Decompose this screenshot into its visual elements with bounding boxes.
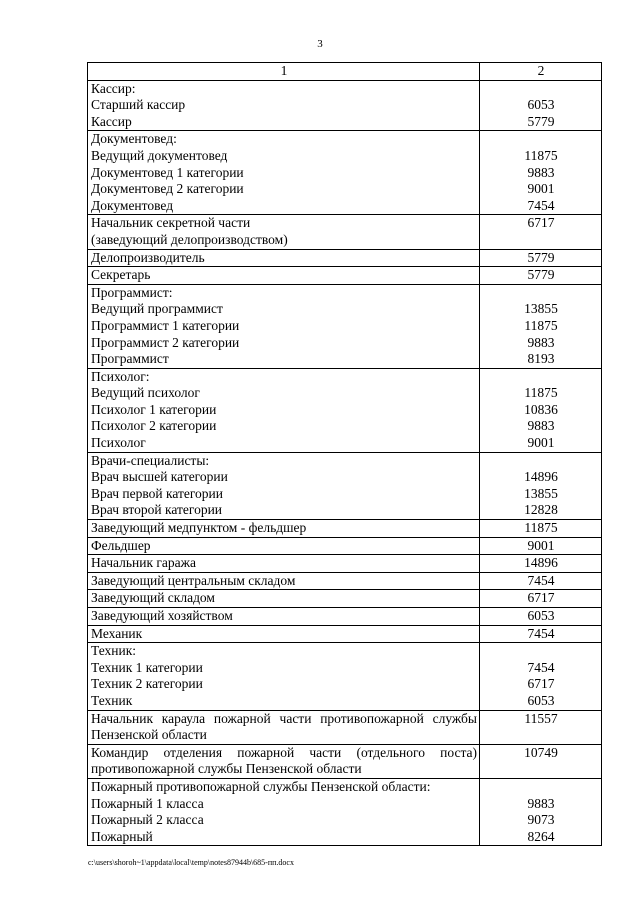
salary-value: 13855 bbox=[524, 301, 558, 317]
position-title: Пожарный 2 класса bbox=[91, 812, 204, 828]
position-title: Заведующий складом bbox=[91, 590, 215, 606]
position-title-cell bbox=[88, 452, 480, 519]
salary-value-cell bbox=[480, 267, 602, 285]
salary-value: 13855 bbox=[524, 485, 558, 501]
position-title: Техник: bbox=[91, 643, 137, 659]
salary-value: 8193 bbox=[527, 351, 555, 367]
page-number: 3 bbox=[317, 38, 323, 50]
salary-value-cell bbox=[480, 80, 602, 131]
salary-value: 9001 bbox=[527, 181, 555, 197]
salary-value-cell bbox=[480, 643, 602, 710]
position-title: Техник bbox=[91, 692, 133, 708]
position-title: Начальник секретной части bbox=[91, 215, 251, 231]
position-title: Делопроизводитель bbox=[91, 249, 205, 265]
position-title: Психолог: bbox=[91, 368, 150, 384]
position-title: Кассир: bbox=[91, 80, 136, 96]
table-row bbox=[88, 368, 602, 452]
salary-value-cell bbox=[480, 744, 602, 778]
position-title: Заведующий центральным складом bbox=[91, 572, 296, 588]
salary-value: 5779 bbox=[527, 113, 555, 129]
table-row bbox=[88, 131, 602, 215]
file-path-footer: c:\users\shoroh~1\appdata\local\temp\notes87944b\685-пп.docx bbox=[88, 858, 294, 867]
position-title: Ведущий документовед bbox=[91, 147, 228, 163]
position-title: Фельдшер bbox=[91, 537, 151, 553]
position-title: Пожарный 1 класса bbox=[91, 795, 204, 811]
position-title-cell bbox=[88, 778, 480, 845]
salary-value-cell bbox=[480, 710, 602, 744]
column-header-2: 2 bbox=[480, 63, 602, 81]
salary-value: 7454 bbox=[527, 625, 555, 641]
position-title: Кассир bbox=[91, 113, 132, 129]
salary-value-cell bbox=[480, 131, 602, 215]
position-title: Техник 2 категории bbox=[91, 676, 203, 692]
salary-value: 10836 bbox=[524, 401, 558, 417]
salary-value: 9001 bbox=[527, 537, 555, 553]
position-title: Пожарный противопожарной службы Пензенской области: bbox=[91, 778, 431, 794]
position-title: (заведующий делопроизводством) bbox=[91, 231, 288, 247]
salary-value bbox=[483, 369, 599, 386]
position-title-cell bbox=[88, 131, 480, 215]
salary-value: 9883 bbox=[527, 334, 555, 350]
position-title-cell bbox=[88, 590, 480, 608]
position-title-cell bbox=[88, 572, 480, 590]
position-title: Начальник караула пожарной части противопожарной службы Пензенской области bbox=[91, 710, 477, 743]
position-title: Психолог 2 категории bbox=[91, 418, 217, 434]
position-title: Старший кассир bbox=[91, 97, 186, 113]
salary-value: 7454 bbox=[527, 197, 555, 213]
salary-value: 9883 bbox=[527, 164, 555, 180]
salary-value: 7454 bbox=[527, 659, 555, 675]
salary-value bbox=[483, 285, 599, 302]
salary-value: 6717 bbox=[527, 590, 555, 606]
position-title-cell bbox=[88, 608, 480, 626]
salary-value: 10749 bbox=[524, 744, 558, 760]
salary-value: 6053 bbox=[527, 692, 555, 708]
position-title-cell bbox=[88, 520, 480, 538]
position-title-cell bbox=[88, 710, 480, 744]
salary-value: 12828 bbox=[524, 502, 558, 518]
salary-value: 11557 bbox=[524, 710, 558, 726]
salary-value: 11875 bbox=[524, 385, 558, 401]
position-title: Документовед 2 категории bbox=[91, 181, 244, 197]
salary-value-cell bbox=[480, 284, 602, 368]
table-row bbox=[88, 537, 602, 555]
position-title: Заведующий медпунктом - фельдшер bbox=[91, 520, 307, 536]
position-title: Врачи-специалисты: bbox=[91, 452, 210, 468]
table-row bbox=[88, 555, 602, 573]
salary-value-cell bbox=[480, 590, 602, 608]
salary-value: 9883 bbox=[527, 418, 555, 434]
table-row bbox=[88, 643, 602, 710]
salary-value-cell bbox=[480, 555, 602, 573]
position-title: Заведующий хозяйством bbox=[91, 608, 233, 623]
position-title: Документовед bbox=[91, 197, 174, 213]
position-title: Техник 1 категории bbox=[91, 659, 203, 675]
table-row bbox=[88, 452, 602, 519]
salary-value: 7454 bbox=[527, 572, 555, 588]
position-title: Врач высшей категории bbox=[91, 469, 228, 485]
table-row bbox=[88, 267, 602, 285]
salary-value: 6717 bbox=[527, 215, 555, 231]
position-title: Врач второй категории bbox=[91, 502, 223, 518]
salary-value-cell bbox=[480, 520, 602, 538]
salary-value bbox=[483, 232, 599, 249]
table-row bbox=[88, 710, 602, 744]
salary-value-cell bbox=[480, 249, 602, 267]
salary-value-cell bbox=[480, 608, 602, 626]
salary-value-cell bbox=[480, 572, 602, 590]
salary-value-cell bbox=[480, 452, 602, 519]
position-title: Секретарь bbox=[91, 267, 151, 283]
salary-value: 11875 bbox=[524, 317, 558, 333]
position-title: Программист 2 категории bbox=[91, 334, 240, 350]
position-title: Пожарный bbox=[91, 828, 153, 844]
position-title-cell bbox=[88, 249, 480, 267]
table-row bbox=[88, 778, 602, 845]
position-title-cell bbox=[88, 368, 480, 452]
table-row bbox=[88, 590, 602, 608]
table-row bbox=[88, 520, 602, 538]
salary-value: 11875 bbox=[524, 520, 558, 536]
table-row bbox=[88, 80, 602, 131]
salary-value: 6053 bbox=[527, 97, 555, 113]
salary-value: 6053 bbox=[527, 608, 555, 623]
position-title-cell bbox=[88, 215, 480, 249]
salary-value: 14896 bbox=[524, 555, 558, 571]
position-title-cell bbox=[88, 625, 480, 643]
column-header-1: 1 bbox=[88, 63, 480, 81]
position-title-cell bbox=[88, 555, 480, 573]
salary-value: 9883 bbox=[527, 795, 555, 811]
position-title: Ведущий программист bbox=[91, 301, 223, 317]
position-title: Механик bbox=[91, 625, 143, 641]
salary-value bbox=[483, 81, 599, 98]
salary-value: 14896 bbox=[524, 469, 558, 485]
salary-value bbox=[483, 643, 599, 660]
position-title-cell bbox=[88, 643, 480, 710]
salary-value bbox=[483, 131, 599, 148]
position-title: Программист bbox=[91, 351, 169, 367]
salary-value-cell bbox=[480, 537, 602, 555]
salary-value bbox=[483, 779, 599, 796]
table-row bbox=[88, 284, 602, 368]
position-title: Врач первой категории bbox=[91, 485, 224, 501]
salary-value: 5779 bbox=[527, 249, 555, 265]
position-title-cell bbox=[88, 80, 480, 131]
salary-value: 11875 bbox=[524, 147, 558, 163]
salary-value-cell bbox=[480, 368, 602, 452]
position-title: Психолог bbox=[91, 435, 146, 451]
salary-value: 8264 bbox=[527, 828, 555, 844]
position-title-cell bbox=[88, 744, 480, 778]
salary-value-cell bbox=[480, 215, 602, 249]
table-body bbox=[88, 80, 602, 846]
table-header-row bbox=[88, 63, 602, 81]
position-title-cell bbox=[88, 537, 480, 555]
table-row bbox=[88, 215, 602, 249]
position-title-cell bbox=[88, 284, 480, 368]
position-title: Программист 1 категории bbox=[91, 317, 240, 333]
table-row bbox=[88, 608, 602, 626]
salary-value: 6717 bbox=[527, 676, 555, 692]
position-title: Документовед: bbox=[91, 131, 177, 147]
table-row bbox=[88, 625, 602, 643]
position-title: Ведущий психолог bbox=[91, 385, 200, 401]
salary-table bbox=[87, 62, 602, 846]
table-row bbox=[88, 744, 602, 778]
salary-value bbox=[483, 453, 599, 470]
table-row bbox=[88, 249, 602, 267]
position-title: Командир отделения пожарной части (отдельного поста) противопожарной службы Пензенской области bbox=[91, 744, 477, 777]
salary-value: 5779 bbox=[527, 267, 555, 283]
position-title: Психолог 1 категории bbox=[91, 401, 217, 417]
salary-value-cell bbox=[480, 778, 602, 845]
table-row bbox=[88, 572, 602, 590]
salary-value: 9001 bbox=[527, 435, 555, 451]
position-title: Начальник гаража bbox=[91, 555, 196, 571]
salary-value-cell bbox=[480, 625, 602, 643]
salary-value: 9073 bbox=[527, 812, 555, 828]
position-title: Документовед 1 категории bbox=[91, 164, 244, 180]
position-title: Программист: bbox=[91, 284, 173, 300]
position-title-cell bbox=[88, 267, 480, 285]
